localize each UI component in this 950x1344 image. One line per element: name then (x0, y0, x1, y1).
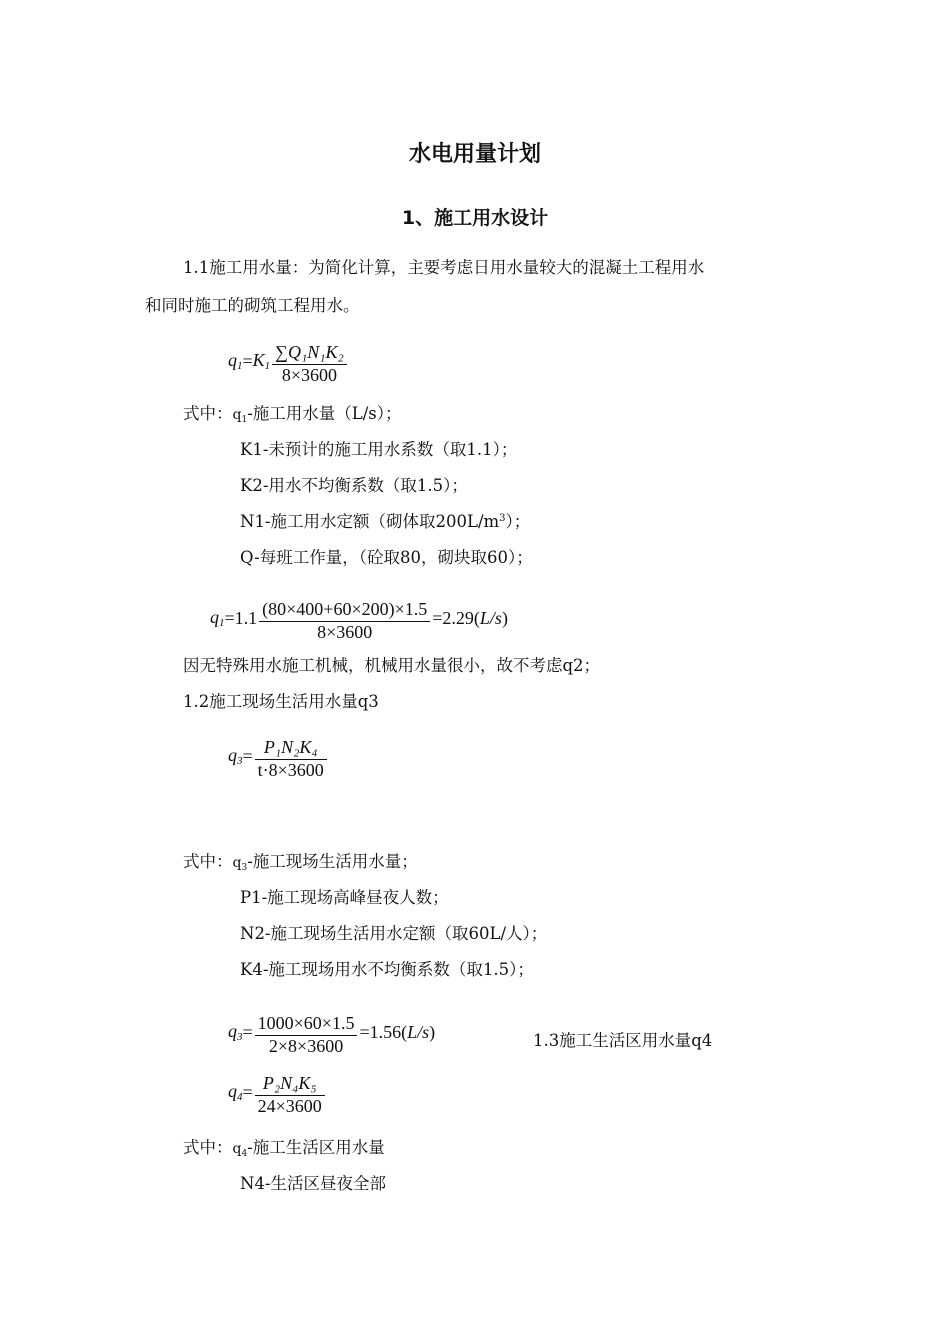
definition-q1: 式中：$q_1-$施工用水量（L/s）； (183, 404, 402, 425)
formula-fraction (255, 1011, 358, 1053)
definition-n4: N4-生活区昼夜全部 (240, 1174, 387, 1193)
formula-denominator: 24×3600 (257, 1096, 322, 1113)
formula-fraction (255, 1071, 325, 1113)
paragraph-1-2: 1.2施工现场生活用水量q3 (183, 692, 379, 711)
formula-numerator: 1000×60×1.5 (255, 1011, 358, 1036)
definition-k4: K4-施工现场用水不均衡系数（取1.5）； (240, 960, 534, 979)
definition-p1: P1-施工现场高峰昼夜人数； (240, 888, 449, 907)
formula-q4-general: $q_4$ = $\frac{\text{P₂N₄K₅}}{24\times 3600}$ (228, 1071, 327, 1113)
definition-n1: N1-施工用水定额（砌体取$200L/m^3$）； (240, 512, 531, 531)
definition-q3: 式中：$q_3-$施工现场生活用水量； (183, 852, 418, 873)
definition-k1: K1-未预计的施工用水系数（取1.1）； (240, 440, 518, 459)
section-heading: 1、施工用水设计 (401, 207, 549, 229)
formula-fraction (272, 340, 347, 382)
formula-q3-numeric: $q_3$ = $\frac{1000\times 60\times 1.5}{2\times 8\times 3600}$ = 1.56 ( L/s ) (228, 1013, 436, 1053)
definition-n2: N2-施工现场生活用水定额（取60L/人）； (240, 924, 548, 943)
definition-k2: K2-用水不均衡系数（取1.5）； (240, 476, 468, 495)
formula-numerator: (80×400+60×200)×1.5 (259, 597, 430, 622)
formula-lhs: $q_1$ (228, 350, 243, 372)
paragraph-1-1-line2: 和同时施工的砌筑工程用水。 (145, 296, 360, 315)
page-title: 水电用量计划 (408, 142, 541, 167)
formula-denominator: t·8×3600 (257, 760, 324, 777)
formula-q3-general: $q_3$ = $\frac{\text{P₁N₂K₄}}{t\cdot 8\times 3600}$ (228, 735, 329, 777)
formula-numerator: P₂N₄K₅ (255, 1071, 325, 1096)
formula-fraction (255, 735, 327, 777)
paragraph-1-1-line1: 1.1施工用水量：为简化计算，主要考虑日用水量较大的混凝土工程用水 (183, 258, 705, 277)
definition-q4: 式中：$q_4-$施工生活区用水量 (183, 1138, 385, 1159)
paragraph-1-3: 1.3施工生活区用水量q4 (533, 1031, 713, 1050)
q2-note: 因无特殊用水施工机械，机械用水量很小，故不考虑q2； (183, 656, 601, 675)
formula-numerator: ∑Q₁N₁K₂ (272, 340, 347, 365)
formula-denominator: 8×3600 (281, 365, 338, 382)
formula-fraction (259, 597, 430, 639)
formula-q1-general: $q_1$ = $K_1$ $\frac{\text{∑Q₁N₁K₂}}{8\times 3600}$ (228, 340, 349, 382)
definition-q: Q-每班工作量，（砼取80，砌块取60）； (240, 548, 533, 567)
formula-q1-numeric: $q_1$ = 1.1 $\frac{(80\times 400+60\times 200)\times 1.5}{8\times 3600}$ = 2.29 ( L/s ) (210, 599, 508, 639)
formula-denominator: 2×8×3600 (268, 1036, 344, 1053)
formula-numerator: P₁N₂K₄ (255, 735, 327, 760)
formula-denominator: 8×3600 (317, 622, 373, 639)
